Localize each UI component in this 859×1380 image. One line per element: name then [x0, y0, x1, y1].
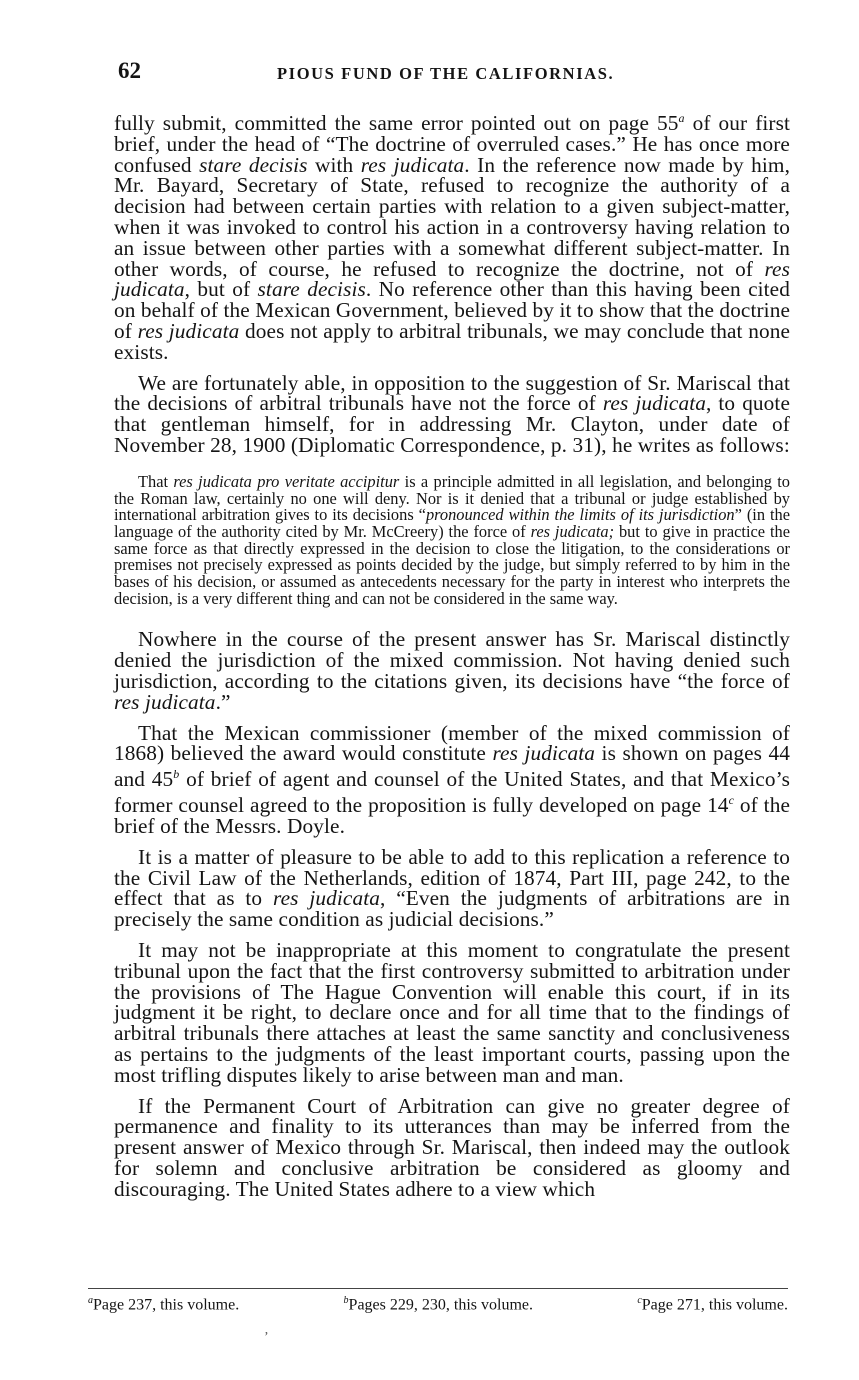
footnotes: [88, 1288, 788, 1314]
text-run: of the brief of the Messrs. Doyle.: [114, 793, 790, 839]
footnote-ref: a: [678, 111, 685, 125]
text-run: , but of: [184, 277, 258, 302]
italic-term: res judicata: [137, 319, 240, 344]
text-run: but to give in practice the same force as that directly expressed in the decision to close the litigation, to the considerations or premises not precisely expressed as points decided by the judge, but simply referred to by him in the bases of his decision, or assumed as antecedents necessary for the party in interest who interprets the decision, is a very different thing and can not be considered in the same way.: [114, 521, 790, 608]
text-run: . No reference other than this having been cited on behalf of the Mexican Government, believed by it to show that the doctrine of: [114, 277, 790, 344]
paragraph: [114, 1093, 790, 1201]
italic-term: res judicata pro veritate accipitur: [173, 471, 400, 491]
footnote-mark: b: [343, 1295, 349, 1306]
text-run: is a principle admitted in all legislation, and belonging to the Roman law, certainly no one will deny. Nor is it denied that a tribunal or judge established by international arbitration gives to its decisions “: [114, 471, 790, 525]
text-run: It may not be inappropriate at this moment to congratulate the present tribunal upon the fact that the first controversy submitted to arbitration under the provisions of The Hague Convention will enable this court, if in its judgment it be right, to declare once and for all time that to the findings of arbitral tribunals there attaches at least the same sanctity and conclusiveness as pertains to the judgments of the least important courts, passing upon the most trifling disputes likely to arise between man and man.: [114, 938, 790, 1087]
italic-term: res judicata: [492, 741, 596, 766]
text-run: That: [138, 471, 174, 491]
paragraph: [114, 940, 790, 1086]
paragraph: [114, 370, 791, 458]
footnote: [637, 1295, 788, 1314]
footnote: [344, 1295, 533, 1314]
italic-term: stare decisis: [257, 277, 366, 302]
italic-term: res judicata: [602, 391, 706, 416]
italic-term: res judicata: [114, 256, 790, 302]
text-run: . In the reference now made by him, Mr. Bayard, Secretary of State, refused to recognize the authority of a decision had between certain parties with relation to a given subject-matter, when it was invoked to control his action in a controversy having relation to an issue between other parties with a somewhat different subject-matter. In other words, of course, he refused to recognize the doctrine, not of: [114, 152, 790, 281]
paragraph: [114, 844, 790, 932]
text-run: Nowhere in the course of the present answer has Sr. Mariscal distinctly denied the jurisdiction of the mixed commission. Not having denied such jurisdiction, according to the citations given, its decisions have “the force of: [114, 627, 790, 694]
text-run: , to quote that gentleman himself, for in addressing Mr. Clayton, under date of November 28, 1900 (Diplomatic Correspondence, p. 31), he writes as follows:: [114, 391, 791, 458]
text-run: It is a matter of pleasure to be able to add to this replication a reference to the Civil Law of the Netherlands, edition of 1874, Part III, page 242, to the effect that as to: [114, 844, 790, 911]
footnote-ref: b: [173, 767, 180, 782]
running-head: PIOUS FUND OF THE CALIFORNIAS.: [277, 64, 615, 83]
stray-mark: ’: [264, 1330, 269, 1345]
italic-term: res judicata: [273, 886, 380, 911]
footnote-mark: a: [88, 1295, 93, 1306]
footnote-text: Pages 229, 230, this volume.: [348, 1296, 533, 1314]
text-run: We are fortunately able, in opposition to the suggestion of Sr. Mariscal that the decisions of arbitral tribunals have not the force of: [114, 370, 790, 416]
italic-term: pronounced within the limits of its jurisdiction: [425, 505, 735, 525]
footnote-mark: c: [637, 1295, 642, 1306]
block-quote: [114, 471, 791, 608]
text-run: with: [307, 152, 361, 177]
text-run: of our first brief, under the head of “The doctrine of overruled cases.” He has once more confused: [114, 111, 791, 177]
text-run: If the Permanent Court of Arbitration can give no greater degree of permanence and finality to its utterances than may be inferred from the present answer of Mexico through Sr. Mariscal, then indeed may the outlook for solemn and conclusive arbitration be considered as gloomy and discouraging. The United States adhere to a view which: [114, 1093, 790, 1201]
text-run: , “Even the judgments of arbitrations are in precisely the same condition as judicial decisions.”: [114, 886, 790, 932]
text-run: of brief of agent and counsel of the United States, and that Mexico’s former counsel agreed to the proposition is fully developed on page 14: [114, 767, 790, 818]
paragraph: [114, 720, 790, 839]
page-number: 62: [118, 58, 141, 83]
page-header: [112, 58, 792, 92]
body-text: [114, 108, 790, 1200]
footnote: [88, 1295, 239, 1314]
text-run: ” (in the language of the authority cited by Mr. McCreery) the force of: [114, 505, 791, 541]
italic-term: res judicata: [114, 689, 216, 714]
italic-term: res judicata: [360, 152, 465, 177]
paragraph: [114, 108, 790, 363]
paragraph: [114, 629, 790, 712]
text-run: .”: [215, 689, 231, 714]
italic-term: res judicata;: [530, 521, 615, 541]
text-run: That the Mexican commissioner (member of the mixed commission of 1868) believed the award would constitute: [114, 720, 790, 766]
text-run: does not apply to arbitral tribunals, we may conclude that none exists.: [114, 319, 791, 364]
text-run: fully submit, committed the same error pointed out on page 55: [114, 111, 679, 136]
italic-term: stare decisis: [199, 152, 308, 177]
text-run: is shown on pages 44 and 45: [114, 741, 790, 792]
footnote-text: Page 271, this volume.: [641, 1296, 788, 1314]
footnote-ref: c: [728, 793, 734, 808]
footnote-text: Page 237, this volume.: [93, 1296, 240, 1314]
